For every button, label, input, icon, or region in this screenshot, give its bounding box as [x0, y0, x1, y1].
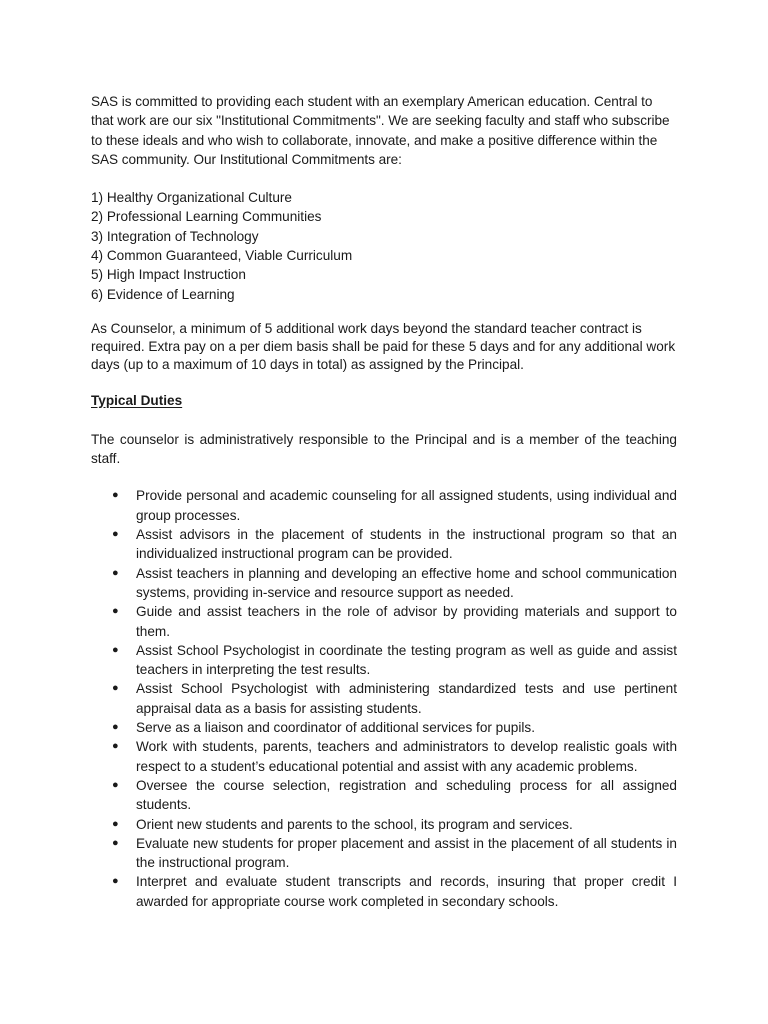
- duty-text: Assist School Psychologist with administering standardized tests and use pertinent appraisal data as a basis for assisting students.: [136, 681, 677, 716]
- commitment-item: 1) Healthy Organizational Culture: [91, 190, 292, 206]
- duty-text: Guide and assist teachers in the role of advisor by providing materials and support to them.: [136, 604, 677, 639]
- duties-heading: Typical Duties: [91, 392, 183, 408]
- duty-item: [91, 737, 677, 776]
- commitment-item: 2) Professional Learning Communities: [91, 209, 322, 225]
- commitment-item: 5) High Impact Instruction: [91, 267, 246, 283]
- duties-list: [91, 486, 677, 911]
- duty-item: [91, 602, 677, 641]
- duty-text: Oversee the course selection, registration and scheduling process for all assigned students.: [136, 777, 677, 813]
- commitments-list: [91, 188, 677, 304]
- responsibility-paragraph: The counselor is administratively responsible to the Principal and is a member of the teaching staff.: [91, 431, 677, 467]
- duty-text: Assist advisors in the placement of students in the instructional program so that an individualized instructional program can be provided.: [136, 527, 677, 562]
- duty-item: [91, 486, 677, 525]
- counselor-paragraph: As Counselor, a minimum of 5 additional work days beyond the standard teacher contract is required. Extra pay on a per diem basis shall be paid for these 5 days and for any additional work days (up to a maximum of 10 days in total) as assigned by the Principal.: [91, 320, 676, 373]
- duty-text: Work with students, parents, teachers and administrators to develop realistic goals with respect to a student’s educational potential and assist with any academic problems.: [136, 739, 677, 774]
- duty-item: [91, 525, 677, 564]
- duty-item: [91, 776, 677, 815]
- document-page: [91, 92, 677, 911]
- bullet-icon: ●: [112, 566, 119, 579]
- duty-item: [91, 834, 677, 873]
- duty-item: [91, 815, 677, 834]
- duty-text: Orient new students and parents to the school, its program and services.: [136, 816, 573, 832]
- duty-text: Evaluate new students for proper placement and assist in the placement of all students in the instructional program.: [136, 835, 677, 871]
- commitment-item: 4) Common Guaranteed, Viable Curriculum: [91, 248, 353, 264]
- duty-item: [91, 641, 677, 680]
- commitment-item: 6) Evidence of Learning: [91, 286, 235, 302]
- duty-item: [91, 718, 677, 737]
- duty-item: [91, 564, 677, 603]
- bullet-icon: ●: [112, 817, 119, 830]
- duty-text: Assist teachers in planning and developing an effective home and school communication systems, providing in-service and resource support as needed.: [136, 565, 677, 600]
- bullet-icon: ●: [112, 528, 119, 541]
- bullet-icon: ●: [112, 643, 119, 656]
- bullet-icon: ●: [112, 778, 119, 791]
- duty-text: Assist School Psychologist in coordinate the testing program as well as guide and assist teachers in interpreting the test results.: [136, 642, 677, 678]
- bullet-icon: ●: [112, 605, 119, 618]
- duty-item: [91, 679, 677, 718]
- bullet-icon: ●: [112, 682, 119, 695]
- bullet-icon: ●: [112, 489, 119, 502]
- bullet-icon: ●: [112, 836, 119, 849]
- duty-item: [91, 872, 677, 911]
- duty-text: Interpret and evaluate student transcripts and records, insuring that proper credit I awarded for appropriate course work completed in secondary schools.: [136, 874, 677, 909]
- duty-text: Serve as a liaison and coordinator of additional services for pupils.: [136, 720, 535, 736]
- intro-paragraph: SAS is committed to providing each student with an exemplary American education. Central to that work are our six "Institutional Commitments". We are seeking faculty and staff who subscribe to these ideals and who wish to collaborate, innovate, and make a positive difference within the SAS community. Our Institutional Commitments are:: [91, 94, 670, 167]
- bullet-icon: ●: [112, 721, 119, 734]
- commitment-item: 3) Integration of Technology: [91, 228, 259, 244]
- duty-text: Provide personal and academic counseling for all assigned students, using individual and group processes.: [136, 488, 677, 523]
- bullet-icon: ●: [112, 875, 119, 888]
- bullet-icon: ●: [112, 740, 119, 753]
